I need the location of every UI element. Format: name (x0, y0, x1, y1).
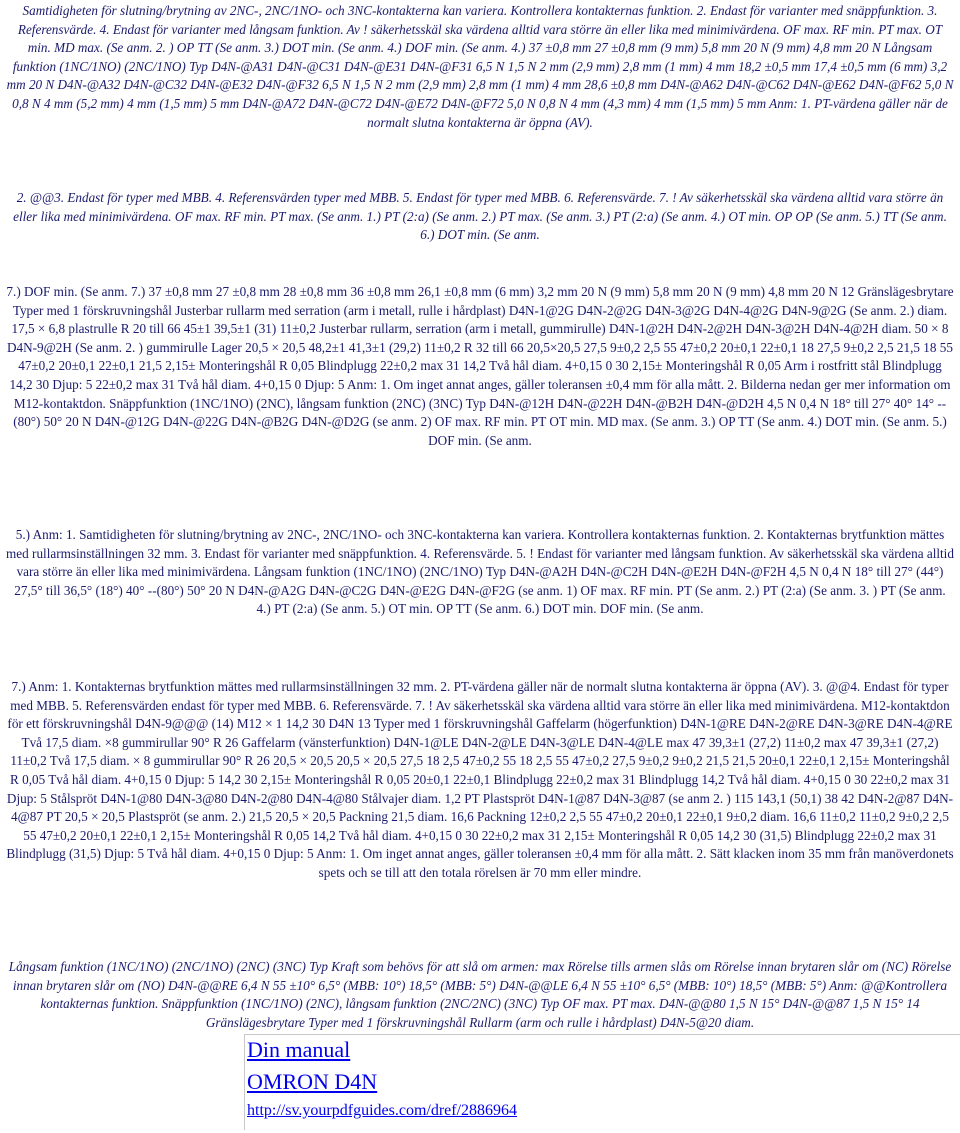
product-link[interactable]: OMRON D4N (247, 1069, 378, 1094)
text-paragraph: 7.) DOF min. (Se anm. 7.) 37 ±0,8 mm 27 ±0,8 mm 28 ±0,8 mm 36 ±0,8 mm 26,1 ±0,8 mm (6 mm) 3,2 mm 20 N (9 mm) 5,8 mm 20 N (9 mm) 4,8 mm 20 N 12 Gränslägesbrytare Typer med 1 förskruvningshål Justerbar rullarm med serration (arm i metall, rulle i hårdplast) D4N-1@2G D4N-2@2G D4N-3@2G D4N-4@2G D4N-9@2G (Se anm. 2.) diam. 17,5 × 6,8 plastrulle R 20 till 66 45±1 39,5±1 (31) 11±0,2 Justerbar rullarm, serration (arm i metall, gummirulle) D4N-1@2H D4N-2@2H D4N-3@2H D4N-4@2H diam. 50 × 8 D4N-9@2H (Se anm. 2. ) gummirulle Lager 20,5 × 20,5 48,2±1 41,3±1 (29,2) 11±0,2 R 32 till 66 20,5×20,5 27,5 9±0,2 2,5 55 47±0,2 20±0,1 22±0,1 18 27,5 9±0,2 2,5 21,5 18 55 47±0,2 20±0,1 22±0,1 21,5 2,15± Monteringshål R 0,05 Blindplugg 22±0,2 max 31 14,2 Två hål diam. 4+0,15 0 30 2,15± Monteringshål R 0,05 Arm i rostfritt stål Blindplugg 14,2 30 Djup: 5 22±0,2 max 31 Två hål diam. 4+0,15 0 Djup: 5 Anm: 1. Om inget annat anges, gäller toleransen ±0,4 mm för alla mått. 2. Bilderna nedan ger mer information om M12-kontaktdon. Snäppfunktion (1NC/1NO) (2NC), långsam funktion (2NC) (3NC) Typ D4N-@12H D4N-@22H D4N-@B2H D4N-@D2H 4,5 N 0,4 N 18° till 27° 40° 14° --(80°) 50° 20 N D4N-@12G D4N-@22G D4N-@B2G D4N-@D2G (se anm. 2) OF max. RF min. PT OT min. MD max. (Se anm. 3.) OP TT (Se anm. 4.) DOT min. (Se anm. 5.) DOF min. (Se anm. (6, 284, 954, 448)
text-paragraph: 5.) Anm: 1. Samtidigheten för slutning/brytning av 2NC-, 2NC/1NO- och 3NC-kontakterna kan variera. Kontrollera kontakternas funktion. 2. Kontakternas brytfunktion mättes med rullarmsinställningen 32 mm. 3. Endast för varianter med snäppfunktion. 4. Referensvärde. 5. ! Endast för varianter med långsam funktion. Av säkerhetsskäl ska värdena alltid vara större än eller lika med minimivärdena. Långsam funktion (1NC/1NO) (2NC/1NO) Typ D4N-@A2H D4N-@C2H D4N-@E2H D4N-@F2H 4,5 N 0,4 N 18° till 27° (44°) 27,5° till 36,5° (18°) 40° --(80°) 50° 20 N D4N-@A2G D4N-@C2G D4N-@E2G D4N-@F2G (se anm. 1) OF max. RF min. PT (Se anm. 2.) PT (2:a) (Se anm. 3. ) PT (Se anm. 4.) PT (2:a) (Se anm. 5.) OT min. OP TT (Se anm. 6.) DOT min. DOF min. (Se anm. (6, 527, 954, 617)
manual-link[interactable]: Din manual (247, 1037, 351, 1062)
text-paragraph: 7.) Anm: 1. Kontakternas brytfunktion mättes med rullarmsinställningen 32 mm. 2. PT-värdena gäller när de normalt slutna kontakterna är öppna (AV). 3. @@4. Endast för typer med MBB. 5. Referensvärden endast för typer med MBB. 6. Referensvärde. 7. ! Av säkerhetsskäl ska värdena alltid vara större än eller lika med minimivärdena. M12-kontaktdon för ett förskruvningshål D4N-9@@@ (14) M12 × 1 14,2 30 D4N 13 Typer med 1 förskruvningshål Gaffelarm (högerfunktion) D4N-1@RE D4N-2@RE D4N-3@RE D4N-4@RE Två 17,5 diam. ×8 gummirullar 90° R 26 Gaffelarm (vänsterfunktion) D4N-1@LE D4N-2@LE D4N-3@LE D4N-4@LE max 47 39,3±1 (27,2) 11±0,2 max 47 39,3±1 (27,2) 11±0,2 Två 17,5 diam. × 8 gummirullar 90° R 26 20,5 × 20,5 20,5 × 20,5 27,5 18 2,5 47±0,2 55 18 2,5 55 47±0,2 27,5 9±0,2 9±0,2 21,5 21,5 20±0,1 22±0,1 2,15± Monteringshål R 0,05 Två hål diam. 4+0,15 0 Djup: 5 14,2 30 2,15± Monteringshål R 0,05 20±0,1 22±0,1 Blindplugg 22±0,2 max 31 Blindplugg 14,2 Två hål diam. 4+0,15 0 30 22±0,2 max 31 Djup: 5 Stålspröt D4N-1@80 D4N-3@80 D4N-2@80 D4N-4@80 Stålvajer diam. 1,2 PT Plastspröt D4N-1@87 D4N-3@87 (se anm 2. ) 115 143,1 (50,1) 38 42 D4N-2@87 D4N-4@87 PT 20,5 × 20,5 Plastspröt (se anm. 2.) 21,5 20,5 × 20,5 Packning 21,5 diam. 16,6 Packning 12±0,2 2,5 55 47±0,2 20±0,1 22±0,1 9±0,2 diam. 16,6 11±0,2 11±0,2 9±0,2 2,5 55 47±0,2 20±0,1 22±0,1 2,15± Monteringshål R 0,05 14,2 Två hål diam. 4+0,15 0 30 22±0,2 max 31 2,15± Monteringshål R 0,05 14,2 30 (31,5) Blindplugg 22±0,2 max 31 Blindplugg (31,5) Djup: 5 Två hål diam. 4+0,15 0 Djup: 5 Anm: 1. Om inget annat anges, gäller toleransen ±0,4 mm för alla mått. 2. Sätt klacken inom 35 mm från manöverdonets spets och se till att den totala rörelsen är 70 mm eller mindre. (6, 679, 954, 880)
text-paragraph: Samtidigheten för slutning/brytning av 2NC-, 2NC/1NO- och 3NC-kontakterna kan variera. Kontrollera kontakternas funktion. 2. Endast för varianter med snäppfunktion. 3. Referensvärde. 4. Endast för varianter med långsam funktion. Av ! säkerhetsskäl ska värdena alltid vara större än eller lika med minimivärdena. OF max. RF min. PT max. OT min. MD max. (Se anm. 2. ) OP TT (Se anm. 3.) DOT min. (Se anm. 4.) DOF min. (Se anm. 4.) 37 ±0,8 mm 27 ±0,8 mm (9 mm) 5,8 mm 20 N (9 mm) 4,8 mm 20 N Långsam funktion (1NC/1NO) (2NC/1NO) Typ D4N-@A31 D4N-@C31 D4N-@E31 D4N-@F31 6,5 N 1,5 N 2 mm (2,9 mm) 2,8 mm (1 mm) 4 mm 18,2 ±0,5 mm 17,4 ±0,5 mm (6 mm) 3,2 mm 20 N D4N-@A32 D4N-@C32 D4N-@E32 D4N-@F32 6,5 N 1,5 N 2 mm (2,9 mm) 2,8 mm (1 mm) 4 mm 28,6 ±0,8 mm D4N-@A62 D4N-@C62 D4N-@E62 D4N-@F62 5,0 N 0,8 N 4 mm (5,2 mm) 4 mm (1,5 mm) 5 mm D4N-@A72 D4N-@C72 D4N-@E72 D4N-@F72 5,0 N 0,8 N 4 mm (4,3 mm) 4 mm (1,5 mm) 5 mm Anm: 1. PT-värdena gäller när de normalt slutna kontakterna är öppna (AV). (6, 3, 954, 130)
url-link[interactable]: http://sv.yourpdfguides.com/dref/2886964 (247, 1102, 518, 1119)
text-paragraph: Långsam funktion (1NC/1NO) (2NC/1NO) (2NC) (3NC) Typ Kraft som behövs för att slå om armen: max Rörelse tills armen slås om Rörelse innan brytaren slår om (NC) Rörelse innan brytaren slår om (NO) D4N-@@RE 6,4 N 55 ±10° 6,5° (MBB: 10°) 18,5° (MBB: 5°) D4N-@@LE 6,4 N 55 ±10° 6,5° (MBB: 10°) 18,5° (MBB: 5°) Anm: @@Kontrollera kontakternas funktion. Snäppfunktion (1NC/1NO) (2NC), långsam funktion (2NC/2NC) (3NC) Typ OF max. PT max. D4N-@@80 1,5 N 15° D4N-@@87 1,5 N 15° 14 Gränslägesbrytare Typer med 1 förskruvningshål Rullarm (arm och rulle i hårdplast) D4N-5@20 diam. (8, 959, 952, 1030)
text-paragraph: 2. @@3. Endast för typer med MBB. 4. Referensvärden typer med MBB. 5. Endast för typer med MBB. 6. Referensvärde. 7. ! Av säkerhetsskäl ska värdena alltid vara större än eller lika med minimivärdena. OF max. RF min. PT max. (Se anm. 1.) PT (2:a) (Se anm. 2.) PT max. (Se anm. 3.) PT (2:a) (Se anm. 4.) OT min. OP OP (Se anm. 5.) TT (Se anm. 6.) DOT min. (Se anm. (13, 190, 947, 243)
manual-link-box (244, 1034, 960, 1130)
